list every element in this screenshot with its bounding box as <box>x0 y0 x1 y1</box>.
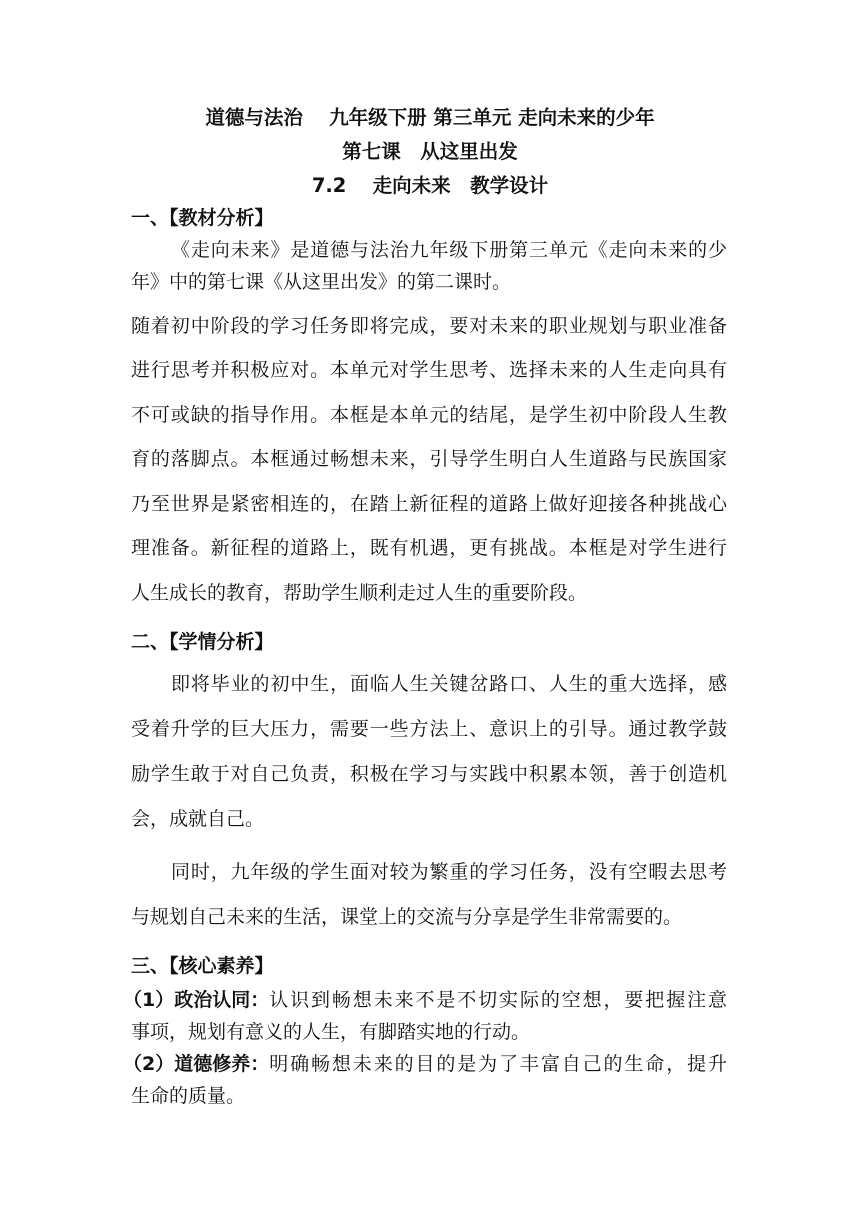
paragraph-line: 随着初中阶段的学习任务即将完成，要对未来的职业规划与职业准备 <box>131 315 727 337</box>
heading-textbook-analysis: 一、【教材分析】 <box>131 207 274 229</box>
core-item-text: 认识到畅想未来不是不切实际的空想，要把握注意 <box>269 989 727 1011</box>
paragraph-line: 人生成长的教育，帮助学生顺利走过人生的重要阶段。 <box>131 582 588 604</box>
paragraph-line: 即将毕业的初中生，面临人生关键岔路口、人生的重大选择，感 <box>171 673 727 695</box>
paragraph-line: 不可或缺的指导作用。本框是本单元的结尾，是学生初中阶段人生教 <box>131 404 727 426</box>
paragraph-line: 进行思考并积极应对。本单元对学生思考、选择未来的人生走向具有 <box>131 359 727 381</box>
core-item <box>123 1052 727 1076</box>
section-title: 7.2 走向未来 教学设计 <box>311 174 549 197</box>
paragraph-line: 与规划自己未来的生活，课堂上的交流与分享是学生非常需要的。 <box>131 906 683 928</box>
paragraph-line: 乃至世界是紧密相连的，在踏上新征程的道路上做好迎接各种挑战心 <box>131 493 727 515</box>
heading-core-literacy: 三、【核心素养】 <box>131 955 274 977</box>
core-item-label: （2）道德修养： <box>123 1053 270 1075</box>
paragraph-line: 同时，九年级的学生面对较为繁重的学习任务，没有空暇去思考 <box>171 861 727 883</box>
lesson-title: 第七课 从这里出发 <box>342 140 518 163</box>
core-item-text: 生命的质量。 <box>131 1085 246 1107</box>
paragraph-line: 理准备。新征程的道路上，既有机遇，更有挑战。本框是对学生进行 <box>131 537 727 559</box>
core-item-text: 明确畅想未来的目的是为了丰富自己的生命，提升 <box>269 1053 727 1075</box>
paragraph-line: 育的落脚点。本框通过畅想未来，引导学生明白人生道路与民族国家 <box>131 448 727 470</box>
heading-learner-analysis: 二、【学情分析】 <box>131 631 274 653</box>
paragraph-line: 《走向未来》是道德与法治九年级下册第三单元《走向未来的少 <box>171 239 727 261</box>
paragraph-line: 年》中的第七课《从这里出发》的第二课时。 <box>131 271 512 293</box>
core-item-label: （1）政治认同： <box>123 989 270 1011</box>
paragraph-line: 受着升学的巨大压力，需要一些方法上、意识上的引导。通过教学鼓 <box>131 718 727 740</box>
paragraph-line: 会，成就自己。 <box>131 808 265 830</box>
paragraph-line: 励学生敢于对自己负责，积极在学习与实践中积累本领，善于创造机 <box>131 763 727 785</box>
core-item <box>123 988 727 1012</box>
document-title: 道德与法治 九年级下册 第三单元 走向未来的少年 <box>205 106 655 129</box>
core-item-text: 事项，规划有意义的人生，有脚踏实地的行动。 <box>131 1021 531 1043</box>
